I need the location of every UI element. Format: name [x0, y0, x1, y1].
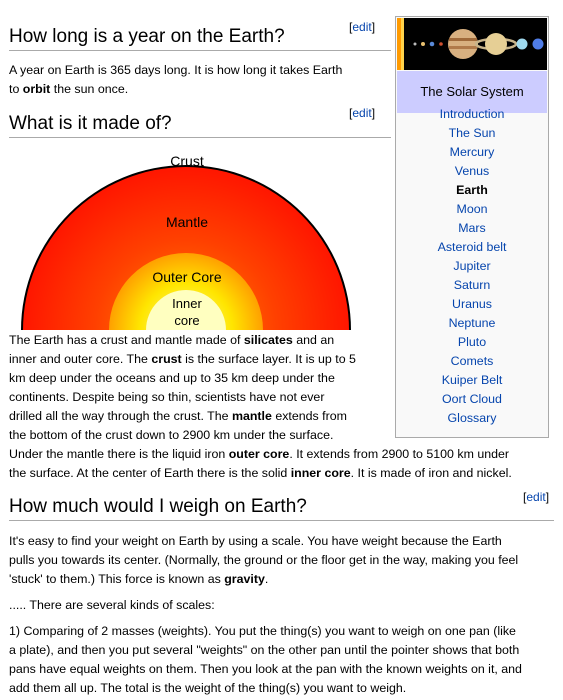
term-link[interactable]: crust — [151, 352, 182, 366]
orbit-link[interactable]: orbit — [22, 82, 51, 96]
nav-item-asteroid-belt[interactable]: Asteroid belt — [437, 240, 507, 254]
text-span: the surface. At the center of Earth there is the solid — [9, 466, 291, 480]
text-span: continents. Despite being so thin, scientists have not ever — [9, 390, 325, 404]
text-span: drilled all the way through the crust. The — [9, 409, 232, 423]
text-span: the bottom of the crust down to 2900 km under the surface. — [9, 428, 334, 442]
nav-item-pluto[interactable]: Pluto — [457, 335, 487, 349]
inner-core-label: core — [174, 313, 200, 328]
nav-item-mars[interactable]: Mars — [458, 221, 486, 235]
crust-label: Crust — [170, 153, 204, 169]
inner-core-label: Inner — [172, 296, 202, 311]
edit-bracket-close: ] — [371, 106, 376, 120]
paragraph-weigh-3 — [9, 622, 561, 698]
nav-item-neptune[interactable]: Neptune — [448, 316, 496, 330]
edit-bracket-open: [ — [523, 490, 527, 504]
outer-core-label: Outer Core — [152, 269, 222, 285]
term-link[interactable]: silicates — [243, 333, 293, 347]
heading-rule — [9, 50, 391, 51]
nav-item-oort-cloud[interactable]: Oort Cloud — [442, 392, 502, 406]
text-span: . It is made of iron and nickel. — [350, 466, 512, 480]
text-line: pulls you towards its center. (Normally, the ground or the floor get in the way, making you feel — [9, 553, 519, 567]
text-span: extends from — [271, 409, 347, 423]
text-span: inner and outer core. The — [9, 352, 152, 366]
nav-item-uranus[interactable]: Uranus — [452, 297, 492, 311]
edit-link-made-of — [349, 106, 375, 120]
mantle-label: Mantle — [165, 214, 209, 230]
text-span: is the surface layer. It is up to 5 — [181, 352, 356, 366]
text-line — [9, 80, 389, 99]
solar-system-banner-image — [397, 18, 547, 70]
nav-item-jupiter[interactable]: Jupiter — [453, 259, 491, 273]
term-link[interactable]: outer core — [228, 447, 290, 461]
text-span: Under the mantle there is the liquid iron — [9, 447, 229, 461]
edit-bracket-open: [ — [349, 20, 353, 34]
edit-link-weigh — [523, 490, 549, 504]
paragraph-weigh-1 — [9, 532, 559, 589]
text-line — [9, 445, 557, 464]
text-line: pans have equal weights on them. Then you look at the pan with the known weights on it, and — [9, 662, 522, 676]
term-link[interactable]: mantle — [231, 409, 272, 423]
nav-item-introduction[interactable]: Introduction — [439, 107, 505, 121]
navbox-title: The Solar System — [397, 71, 547, 113]
text-span: . — [264, 572, 269, 586]
edit-button[interactable]: edit — [352, 106, 372, 120]
paragraph-year — [9, 61, 389, 99]
text-line — [9, 464, 557, 483]
text-span: . It extends from 2900 to 5100 km under — [289, 447, 510, 461]
text-line: 1) Comparing of 2 masses (weights). You put the thing(s) you want to weigh on one pan (like — [9, 624, 516, 638]
nav-item-mercury[interactable]: Mercury — [449, 145, 495, 159]
text-span: to — [9, 82, 23, 96]
edit-button[interactable]: edit — [352, 20, 372, 34]
text-span: and an — [292, 333, 335, 347]
paragraph-weigh-2: ..... There are several kinds of scales: — [9, 598, 215, 612]
edit-bracket-open: [ — [349, 106, 353, 120]
nav-item-saturn[interactable]: Saturn — [453, 278, 491, 292]
nav-item-earth[interactable]: Earth — [456, 183, 488, 197]
text-line: It's easy to find your weight on Earth by using a scale. You have weight because the Earth — [9, 534, 502, 548]
text-line: a plate), and then you put several "weights" on the other pan until the pointer shows that both — [9, 643, 520, 657]
text-line: add them all up. The total is the weight of the thing(s) you want to weigh. — [9, 681, 407, 695]
nav-item-glossary[interactable]: Glossary — [447, 411, 497, 425]
navbox-list — [396, 105, 548, 428]
text-span: The Earth has a crust and mantle made of — [9, 333, 244, 347]
heading-rule — [9, 520, 554, 521]
nav-item-venus[interactable]: Venus — [454, 164, 490, 178]
edit-link-year — [349, 20, 375, 34]
gravity-link[interactable]: gravity — [224, 572, 265, 586]
heading-weigh: How much would I weigh on Earth? — [9, 496, 307, 517]
solar-system-navbox — [395, 16, 549, 438]
text-span: km deep under the oceans and up to 35 km deep under the — [9, 371, 335, 385]
heading-rule — [9, 137, 391, 138]
heading-made-of: What is it made of? — [9, 113, 172, 134]
text-span: the sun once. — [50, 82, 129, 96]
heading-year: How long is a year on the Earth? — [9, 26, 285, 47]
edit-button[interactable]: edit — [526, 490, 546, 504]
term-link[interactable]: inner core — [290, 466, 351, 480]
nav-item-kuiper-belt[interactable]: Kuiper Belt — [441, 373, 503, 387]
text-line — [9, 570, 559, 589]
nav-item-the-sun[interactable]: The Sun — [448, 126, 496, 140]
nav-item-moon[interactable]: Moon — [456, 202, 488, 216]
text-span: 'stuck' to them.) This force is known as — [9, 572, 225, 586]
nav-item-comets[interactable]: Comets — [450, 354, 494, 368]
edit-bracket-close: ] — [371, 20, 376, 34]
edit-bracket-close: ] — [545, 490, 550, 504]
earth-layers-diagram — [0, 145, 375, 330]
text-line: A year on Earth is 365 days long. It is how long it takes Earth — [9, 63, 343, 77]
